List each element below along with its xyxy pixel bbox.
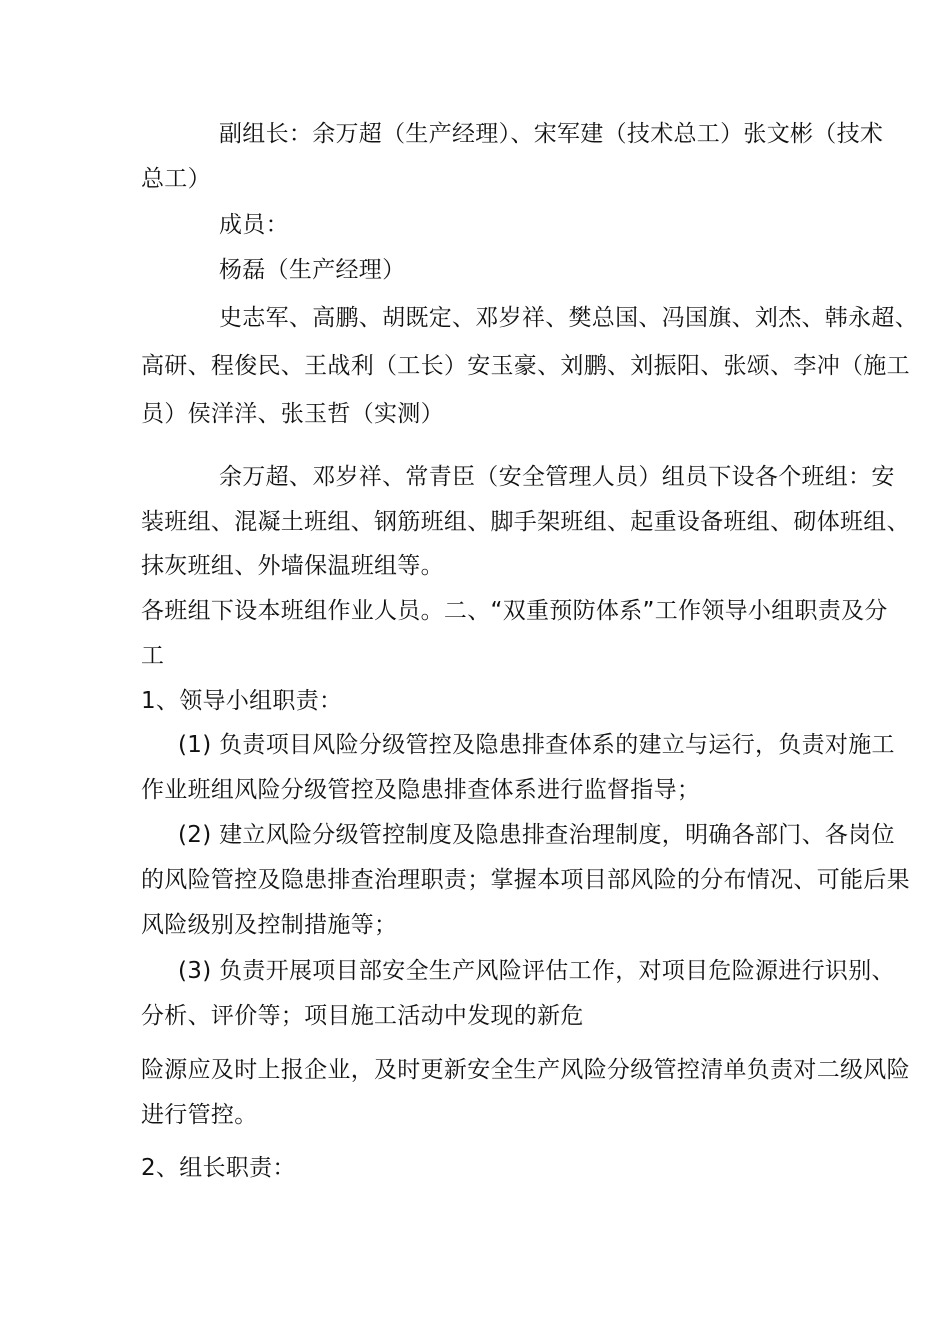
text-line: 作业班组风险分级管控及隐患排查体系进行监督指导； <box>141 777 701 803</box>
section-heading: 1、领导小组职责： <box>141 688 343 714</box>
text-line: 的风险管控及隐患排查治理职责；掌握本项目部风险的分布情况、可能后果 <box>141 867 910 893</box>
text-line: 装班组、混凝土班组、钢筋班组、脚手架班组、起重设备班组、砌体班组、 <box>141 509 910 535</box>
text-line: (1) 负责项目风险分级管控及隐患排查体系的建立与运行，负责对施工 <box>178 732 895 758</box>
text-line: 高研、程俊民、王战利（工长）安玉豪、刘鹏、刘振阳、张颂、李冲（施工 <box>141 353 910 379</box>
text-line: 工 <box>141 643 165 669</box>
text-line: 余万超、邓岁祥、常青臣（安全管理人员）组员下设各个班组：安 <box>219 464 895 490</box>
text-line: 分析、评价等；项目施工活动中发现的新危 <box>141 1003 584 1029</box>
text-line: 各班组下设本班组作业人员。二、“双重预防体系”工作领导小组职责及分 <box>141 598 888 624</box>
section-heading: 2、组长职责： <box>141 1155 296 1181</box>
text-line: 风险级别及控制措施等； <box>141 912 398 938</box>
text-line: 副组长：余万超（生产经理）、宋军建（技术总工）张文彬（技术 <box>219 121 884 147</box>
text-line: 史志军、高鹏、胡既定、邓岁祥、樊总国、冯国旗、刘杰、韩永超、 <box>219 305 918 331</box>
text-line: 险源应及时上报企业，及时更新安全生产风险分级管控清单负责对二级风险 <box>141 1057 910 1083</box>
text-line: 进行管控。 <box>141 1102 258 1128</box>
text-line: 员）侯洋洋、张玉哲（实测） <box>141 401 444 427</box>
text-line: (3) 负责开展项目部安全生产风险评估工作，对项目危险源进行识别、 <box>178 958 895 984</box>
text-line: 杨磊（生产经理） <box>219 257 406 283</box>
text-line: 总工） <box>141 166 211 192</box>
text-line: 成员： <box>219 212 289 238</box>
text-line: 抹灰班组、外墙保温班组等。 <box>141 553 444 579</box>
text-line: (2) 建立风险分级管控制度及隐患排查治理制度，明确各部门、各岗位 <box>178 822 895 848</box>
